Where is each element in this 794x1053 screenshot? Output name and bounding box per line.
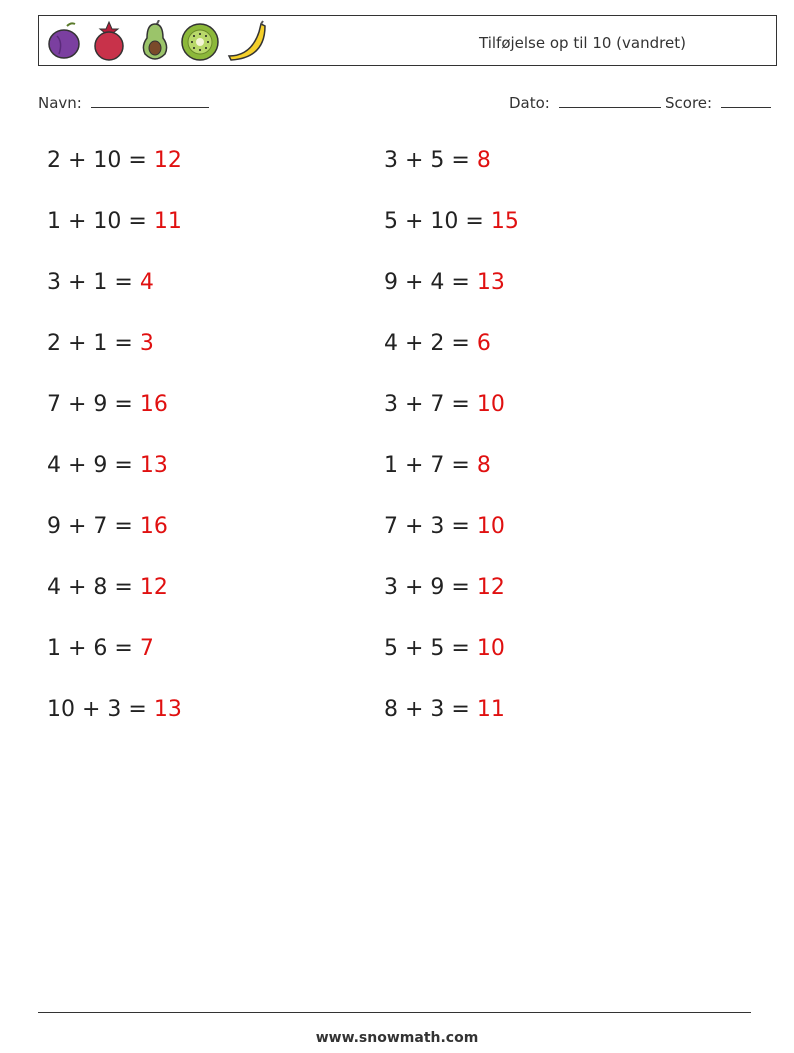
footer-site: www.snowmath.com	[315, 1030, 479, 1046]
kiwi-icon	[179, 20, 221, 62]
problem-question: 9 + 7 =	[47, 514, 140, 539]
name-blank[interactable]	[91, 93, 209, 108]
problem-left-8	[47, 575, 168, 600]
problem-question: 4 + 8 =	[47, 575, 140, 600]
problem-right-4	[384, 331, 491, 356]
problem-question: 7 + 9 =	[47, 392, 140, 417]
problem-answer: 13	[139, 453, 168, 478]
problem-right-3	[384, 270, 505, 295]
problem-question: 2 + 1 =	[47, 331, 140, 356]
problem-answer: 15	[490, 209, 519, 234]
problem-question: 4 + 9 =	[47, 453, 140, 478]
banana-icon	[225, 20, 269, 62]
problem-answer: 12	[153, 148, 182, 173]
problem-question: 3 + 9 =	[384, 575, 477, 600]
score-blank[interactable]	[721, 93, 771, 108]
problem-answer: 13	[476, 270, 505, 295]
problem-answer: 10	[476, 514, 505, 539]
problem-answer: 11	[153, 209, 182, 234]
problem-right-2	[384, 209, 519, 234]
date-field	[509, 93, 661, 112]
pomegranate-icon	[89, 20, 129, 62]
problem-question: 5 + 10 =	[384, 209, 491, 234]
problem-left-7	[47, 514, 168, 539]
problem-answer: 16	[139, 514, 168, 539]
problem-answer: 12	[476, 575, 505, 600]
problem-right-7	[384, 514, 505, 539]
name-field	[38, 93, 209, 112]
problem-answer: 8	[476, 148, 491, 173]
problem-question: 3 + 7 =	[384, 392, 477, 417]
problem-question: 1 + 6 =	[47, 636, 140, 661]
problem-right-5	[384, 392, 505, 417]
problem-right-6	[384, 453, 491, 478]
problem-question: 4 + 2 =	[384, 331, 477, 356]
problem-left-3	[47, 270, 154, 295]
problem-answer: 7	[139, 636, 154, 661]
problem-question: 7 + 3 =	[384, 514, 477, 539]
header-box	[38, 15, 777, 66]
problem-right-1	[384, 148, 491, 173]
plum-icon	[45, 20, 85, 62]
problem-right-8	[384, 575, 505, 600]
name-label: Navn:	[38, 94, 82, 112]
problem-answer: 12	[139, 575, 168, 600]
problem-question: 1 + 7 =	[384, 453, 477, 478]
problem-answer: 10	[476, 636, 505, 661]
problem-left-6	[47, 453, 168, 478]
score-field	[665, 93, 771, 112]
problem-answer: 10	[476, 392, 505, 417]
footer-divider	[38, 1012, 751, 1013]
problem-left-10	[47, 697, 182, 722]
problem-answer: 16	[139, 392, 168, 417]
problem-question: 10 + 3 =	[47, 697, 154, 722]
problem-answer: 13	[153, 697, 182, 722]
problem-answer: 4	[139, 270, 154, 295]
problem-answer: 3	[139, 331, 154, 356]
score-label: Score:	[665, 94, 713, 112]
problem-answer: 11	[476, 697, 505, 722]
problem-question: 3 + 5 =	[384, 148, 477, 173]
problem-question: 1 + 10 =	[47, 209, 154, 234]
date-blank[interactable]	[559, 93, 661, 108]
problem-left-9	[47, 636, 154, 661]
problem-answer: 6	[476, 331, 491, 356]
problem-answer: 8	[476, 453, 491, 478]
problem-left-5	[47, 392, 168, 417]
problem-question: 8 + 3 =	[384, 697, 477, 722]
date-label: Dato:	[509, 94, 550, 112]
problem-right-10	[384, 697, 505, 722]
problem-question: 3 + 1 =	[47, 270, 140, 295]
problem-right-9	[384, 636, 505, 661]
problem-left-1	[47, 148, 182, 173]
avocado-icon	[135, 20, 175, 62]
worksheet-title: Tilføjelse op til 10 (vandret)	[479, 34, 686, 52]
problem-left-4	[47, 331, 154, 356]
problem-question: 9 + 4 =	[384, 270, 477, 295]
problem-question: 5 + 5 =	[384, 636, 477, 661]
problem-left-2	[47, 209, 182, 234]
problem-question: 2 + 10 =	[47, 148, 154, 173]
